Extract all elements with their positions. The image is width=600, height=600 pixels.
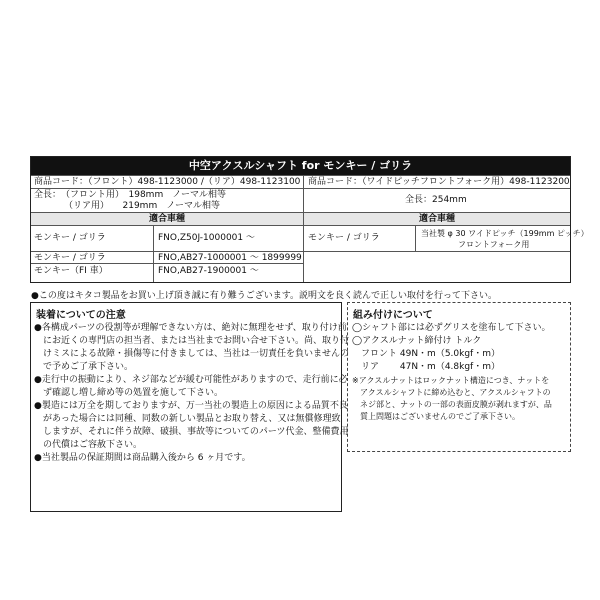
caution-line: けミスによる故障・損傷等に付きましては、当社は一切責任を負いませんの (34, 349, 350, 359)
length-rear: （リア用） 219mm ノーマル相等 (64, 201, 220, 211)
column-divider (303, 175, 304, 282)
fit-desc-2: フロントフォーク用 (458, 240, 530, 249)
caution-text (34, 322, 349, 465)
assembly-line: フロント 49N・m（5.0kgf・m） (352, 349, 500, 359)
row-divider (31, 175, 570, 176)
assembly-line: リア 47N・m（4.8kgf・m） (352, 362, 500, 372)
assembly-line: ◯アクスルナット締付け トルク (352, 336, 482, 346)
column-divider (415, 226, 416, 251)
assembly-note-line: ※アクスルナットはロックナット構造につき、ナットを (352, 376, 550, 385)
assembly-note-line: 質上問題はございませんのでご了承下さい。 (352, 412, 520, 421)
model-cell: モンキー / ゴリラ (34, 253, 106, 263)
row-divider (304, 251, 570, 252)
model-cell: モンキー / ゴリラ (34, 233, 106, 243)
column-divider (153, 226, 154, 282)
assembly-line: ◯シャフト部には必ずグリスを塗布して下さい。 (352, 323, 551, 333)
caution-line: の代償はご容赦下さい。 (34, 440, 143, 450)
length-front: 全長： （フロント用） 198mm ノーマル相等 (34, 190, 226, 200)
fno-cell: FNO,Z50J-1000001 〜 (158, 233, 255, 243)
caution-line: ●走行中の振動により、ネジ部などが緩む可能性がありますので、走行前に必 (34, 375, 348, 385)
assembly-note (352, 375, 552, 423)
product-code-left: 商品コード：（フロント）498-1123000 /（リア）498-1123100 (34, 177, 301, 187)
caution-line: で予めご了承下さい。 (34, 362, 134, 372)
fit-header-left: 適合車種 (148, 214, 185, 224)
length-right: 全長：254mm (405, 195, 467, 205)
assembly-text (352, 322, 550, 374)
row-divider (31, 251, 303, 252)
caution-line: があった場合には同種、同数の新しい製品とお取り替え、又は無償修理致 (34, 414, 341, 424)
intro-note: ●この度はキタコ製品をお買い上げ頂き誠に有り難うございます。説明文を良く読んで正しい取付を行って下さい。 (31, 291, 498, 301)
product-code-right: 商品コード：（ワイドピッチフロントフォーク用）498-1123200 (308, 177, 570, 187)
spec-title: 中空アクスルシャフト for モンキー / ゴリラ (31, 157, 570, 175)
caution-line: しますが、それに伴う故障、破損、事故等についてのパーツ代金、整備費用 (34, 427, 349, 437)
fit-desc-1: 当社製 φ 30 ワイドピッチ（199mm ピッチ） (421, 229, 589, 238)
caution-line: にお近くの専門店の担当者、または当社までお問い合せ下さい。尚、取り付 (34, 336, 350, 346)
assembly-note-line: アクスルシャフトに締め込むと、アクスルシャフトの (352, 388, 551, 397)
fno-cell: FNO,AB27-1900001 〜 (158, 266, 259, 276)
caution-line: ●製造には万全を期しておりますが、万一当社の製造上の原因による品質不良 (34, 401, 348, 411)
fit-header-right: 適合車種 (418, 214, 455, 224)
caution-line: ●各構成パーツの役割等が理解できない方は、絶対に無理をせず、取り付け前 (34, 323, 347, 333)
model-cell-right: モンキー / ゴリラ (308, 233, 380, 243)
caution-line: ●当社製品の保証期間は商品購入後から 6 ヶ月です。 (34, 453, 251, 463)
row-divider (31, 188, 570, 189)
assembly-title: 組み付けについて (353, 310, 433, 321)
fno-cell: FNO,AB27-1000001 〜 1899999 (158, 253, 302, 263)
model-cell: モンキー（FI 車） (34, 266, 108, 276)
caution-title: 装着についての注意 (36, 310, 126, 321)
assembly-note-line: ネジ部と、ナットの一部の表面皮膜が剥れますが、品 (352, 400, 552, 409)
assembly-box (347, 302, 571, 452)
caution-line: ず確認し増し締め等の処置を施して下さい。 (34, 388, 224, 398)
caution-box (30, 302, 350, 512)
row-divider (31, 225, 570, 226)
